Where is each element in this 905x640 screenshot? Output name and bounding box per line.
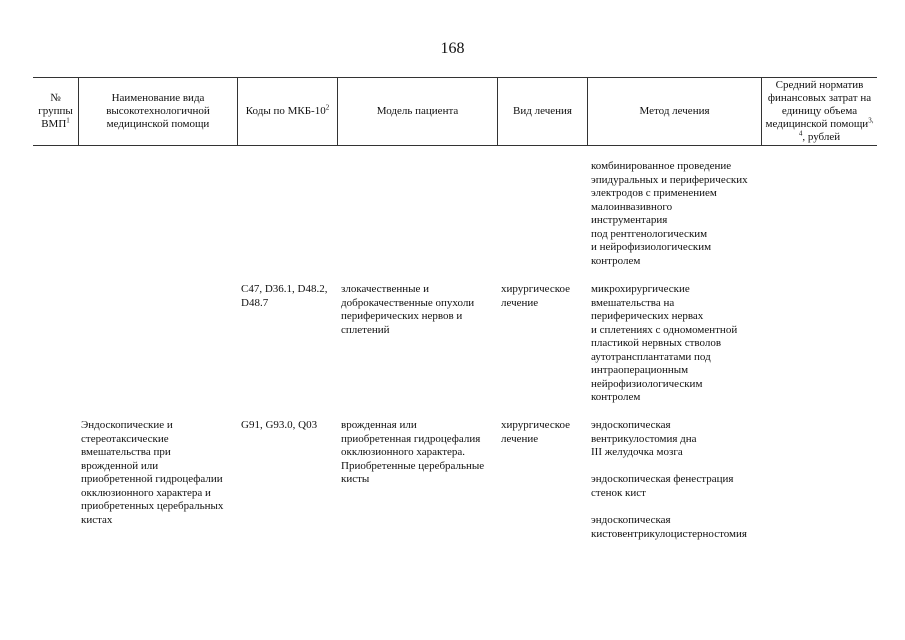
treatment-method-cell: эндоскопическая вентрикулостомия дна III желудочка мозга bbox=[591, 419, 697, 458]
patient-model-cell: злокачественные и доброкачественные опухоли периферических нервов и сплетений bbox=[341, 283, 475, 336]
treatment-method-cell: эндоскопическая фенестрация стенок кист bbox=[591, 473, 734, 499]
icd-codes-cell: C47, D36.1, D48.2, D48.7 bbox=[241, 283, 328, 309]
header-treatment-method: Метод лечения bbox=[639, 104, 710, 117]
patient-model-cell: врожденная или приобретенная гидроцефалия окклюзионного характера. Приобретенные церебральные кисты bbox=[341, 419, 485, 485]
treatment-type-cell: хирургическое лечение bbox=[501, 283, 571, 309]
page-number: 168 bbox=[440, 40, 465, 57]
header-bottom-border bbox=[33, 145, 877, 146]
header-icd-codes: Коды по МКБ-$10^2$ bbox=[245, 102, 330, 117]
header-care-type-name: Наименование вида высокотехнологичной медицинской помощи bbox=[106, 91, 210, 130]
header-group-number: № группы ВМП$^1$ bbox=[38, 91, 73, 130]
header-treatment-type: Вид лечения bbox=[513, 104, 572, 117]
care-type-name-cell: Эндоскопические и стереотаксические вмешательства при врожденной или приобретенной гидроцефалии окклюзионного характера и приобретенных церебральных кистах bbox=[81, 419, 224, 526]
header-cost-standard: Средний норматив финансовых затрат на единицу объема медицинской помощи$^{3, 4}$, рублей bbox=[765, 78, 874, 143]
treatment-method-cell: эндоскопическая кистовентрикулоцистерностомия bbox=[591, 514, 747, 540]
treatment-method-cell: комбинированное проведение эпидуральных и периферических электродов с применением малоинвазивного инструментария под рентгенологическим и нейрофизиологическим контролем bbox=[591, 160, 748, 267]
treatment-method-cell: микрохирургические вмешательства на периферических нервах и сплетениях с одномоментной пластикой нервных стволов аутотрансплантатами под интраоперационным нейрофизиологическим контролем bbox=[591, 283, 738, 403]
icd-codes-cell: G91, G93.0, Q03 bbox=[241, 419, 318, 431]
treatment-type-cell: хирургическое лечение bbox=[501, 419, 571, 445]
header-patient-model: Модель пациента bbox=[376, 104, 459, 117]
